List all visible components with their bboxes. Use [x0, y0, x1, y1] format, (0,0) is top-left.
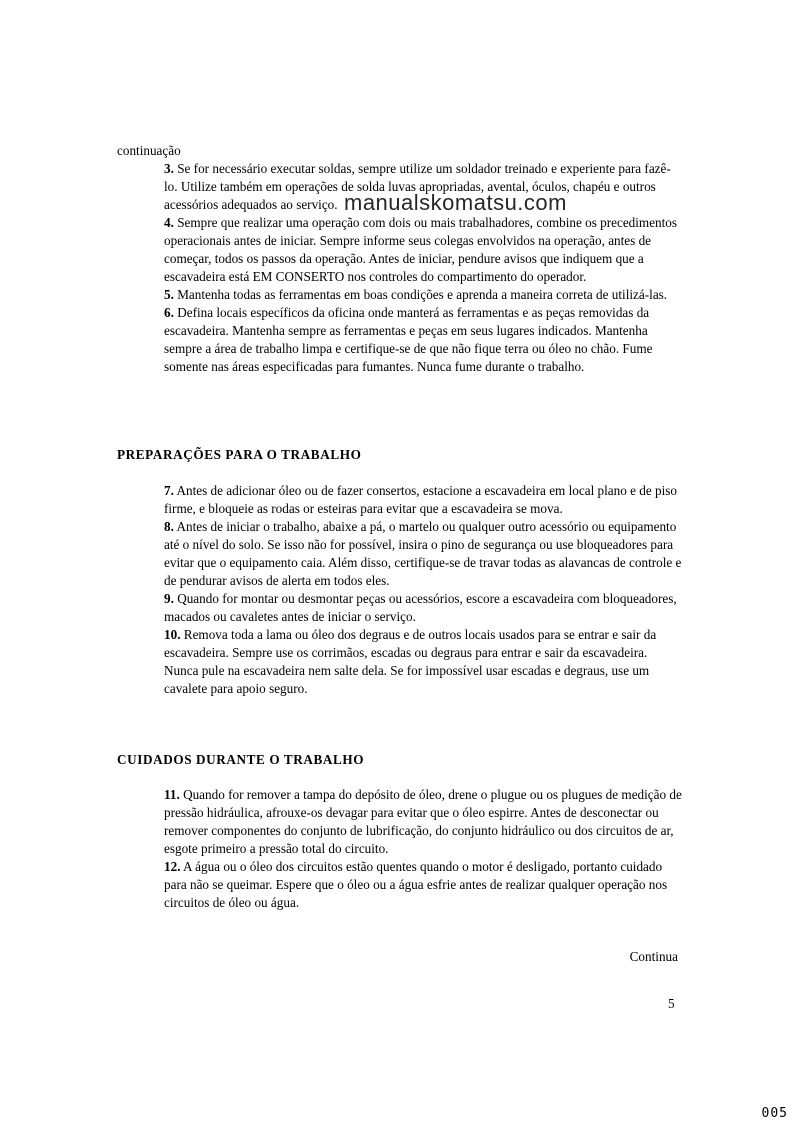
item-number: 4.	[164, 215, 174, 230]
continua-label: Continua	[629, 949, 678, 964]
list-item-7	[164, 482, 684, 518]
item-text: Quando for montar ou desmontar peças ou acessórios, escore a escavadeira com bloqueadores, macados ou cavaletes antes de iniciar o serviço.	[164, 591, 677, 624]
list-item-11	[164, 786, 684, 858]
page-number: 5	[668, 996, 675, 1011]
list-item-10	[164, 626, 684, 698]
page-code: 005	[761, 1106, 788, 1121]
list-item-9	[164, 590, 684, 626]
list-item-3	[164, 160, 684, 214]
list-item-8	[164, 518, 684, 590]
item-number: 12.	[164, 859, 181, 874]
item-number: 9.	[164, 591, 174, 606]
item-number: 8.	[164, 519, 174, 534]
item-number: 11.	[164, 787, 180, 802]
item-text: Defina locais específicos da oficina onde manterá as ferramentas e as peças removidas da escavadeira. Mantenha sempre as ferramentas e peças em seus lugares indicados. Mantenha sempre a área de trabalho limpa e certifique-se de que não fique terra ou óleo no chão. Fume somente nas áreas especificadas para fumantes. Nunca fume durante o trabalho.	[164, 305, 653, 374]
list-item-6	[164, 304, 684, 376]
item-text: Quando for remover a tampa do depósito de óleo, drene o plugue ou os plugues de medição de pressão hidráulica, afrouxe-os devagar para evitar que o óleo espirre. Antes de desconectar ou remover componentes do conjunto de lubrificação, do conjunto hidráulico ou dos circuitos de ar, esgote primeiro a pressão total do circuito.	[164, 787, 682, 856]
item-text: A água ou o óleo dos circuitos estão quentes quando o motor é desligado, portanto cuidado para não se queimar. Espere que o óleo ou a água esfrie antes de realizar qualquer operação nos circuitos de óleo ou água.	[164, 859, 668, 910]
item-number: 6.	[164, 305, 174, 320]
item-text: Antes de adicionar óleo ou de fazer consertos, estacione a escavadeira em local plano e de piso firme, e bloqueie as rodas or esteiras para evitar que a escavadeira se mova.	[164, 483, 677, 516]
item-text: Mantenha todas as ferramentas em boas condições e aprenda a maneira correta de utilizá-las.	[173, 287, 668, 302]
list-item-5	[164, 286, 684, 304]
list-item-12	[164, 858, 684, 912]
watermark-text: manualskomatsu.com	[344, 190, 567, 215]
item-text: Antes de iniciar o trabalho, abaixe a pá, o martelo ou qualquer outro acessório ou equipamento até o nível do solo. Se isso não for possível, insira o pino de segurança ou use bloqueadores para evitar que o equipamento caia. Além disso, certifique-se de travar todas as alavancas de controle e de pendurar avisos de alerta em todos eles.	[164, 519, 682, 588]
section-heading-care: CUIDADOS DURANTE O TRABALHO	[117, 752, 365, 767]
prep-items-block	[164, 482, 684, 698]
section-heading-prep: PREPARAÇÕES PARA O TRABALHO	[117, 447, 362, 462]
care-items-block	[164, 786, 684, 912]
intro-items-block	[164, 160, 684, 376]
list-item-4	[164, 214, 684, 286]
item-text: Se for necessário executar soldas, sempre utilize um soldador treinado e experiente para fazê-lo. Utilize também em operações de solda luvas apropriadas, avental, óculos, chapéu e outros acessórios adequados ao serviço.	[164, 161, 671, 212]
item-number: 3.	[164, 161, 174, 176]
item-number: 10.	[164, 627, 181, 642]
item-number: 5.	[164, 287, 174, 302]
item-text: Sempre que realizar uma operação com dois ou mais trabalhadores, combine os precedimentos operacionais antes de iniciar. Sempre informe seus colegas envolvidos na operação, antes de começar, todos os passos da operação. Antes de iniciar, pendure avisos que indiquem que a escavadeira está EM CONSERTO nos controles do compartimento do operador.	[164, 215, 678, 284]
item-number: 7.	[164, 483, 174, 498]
item-text: Remova toda a lama ou óleo dos degraus e de outros locais usados para se entrar e sair da escavadeira. Sempre use os corrimãos, escadas ou degraus para entrar e sair da escavadeira. Nunca pule na escavadeira nem salte dela. Se for impossível usar escadas e degraus, use um cavalete para apoio seguro.	[164, 627, 657, 696]
continuation-label: continuação	[117, 143, 181, 158]
